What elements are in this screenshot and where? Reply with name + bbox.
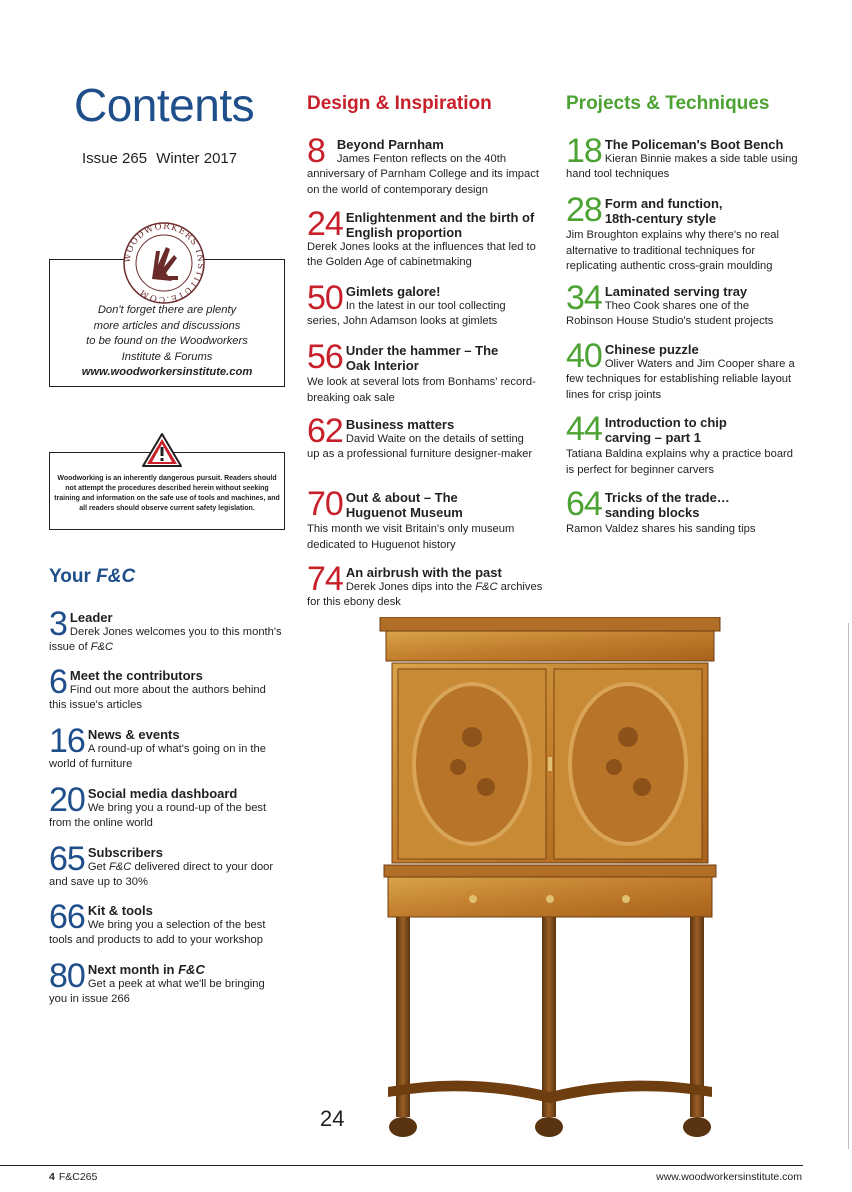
entry-title: Under the hammer – The Oak Interior [345, 343, 499, 373]
entry-desc: This month we visit Britain's only museum dedicated to Huguenot history [307, 523, 515, 551]
page-number: 64 [566, 485, 602, 523]
entry-title: Laminated serving tray [604, 284, 748, 299]
page-number: 66 [49, 898, 85, 936]
page-number: 8 [307, 132, 325, 170]
list-item[interactable] [566, 337, 806, 403]
list-item[interactable] [49, 722, 285, 773]
list-item[interactable] [566, 279, 796, 330]
projects-heading: Projects & Techniques [566, 93, 770, 114]
design-heading: Design & Inspiration [307, 93, 492, 114]
page-number: 16 [49, 722, 85, 760]
entry-title-text: Next month in [87, 962, 179, 977]
page-number: 6 [49, 663, 67, 701]
entry-desc: delivered direct to your door and save up to 30% [49, 861, 274, 889]
entry-title: News & events [87, 727, 180, 742]
entry-desc: Derek Jones welcomes you to this month's issue of [49, 626, 282, 654]
entry-title: Tricks of the trade… sanding blocks [604, 490, 730, 520]
page-number: 3 [49, 605, 67, 643]
your-fc-heading [49, 566, 135, 588]
list-item[interactable] [307, 560, 543, 611]
entry-desc-em: F&C [475, 581, 498, 593]
footer-page-number: 4 [49, 1171, 55, 1183]
entry-title: An airbrush with the past [345, 565, 502, 580]
issue-season: Winter 2017 [156, 150, 238, 167]
page-number: 34 [566, 279, 602, 317]
entry-desc-pre: Get [87, 861, 109, 873]
list-item[interactable] [566, 191, 796, 274]
page-number: 65 [49, 840, 85, 878]
entry-desc: Get a peek at what we'll be bringing you in issue 266 [49, 978, 265, 1006]
entry-desc: James Fenton reflects on the 40th anniversary of Parnham College and its impact on the world of contemporary design [307, 153, 539, 196]
entry-desc: Derek Jones dips into the [345, 581, 476, 593]
page-number: 50 [307, 279, 343, 317]
page-number: 24 [307, 205, 343, 243]
entry-desc: A round-up of what's going on in the world of furniture [49, 743, 266, 771]
entry-desc: In the latest in our tool collecting series, John Adamson looks at gimlets [307, 300, 506, 328]
page-number: 20 [49, 781, 85, 819]
list-item[interactable] [307, 205, 543, 271]
entry-title: Leader [69, 610, 113, 625]
entry-desc: Kieran Binnie makes a side table using hand tool techniques [566, 153, 798, 181]
entry-title: Introduction to chip carving – part 1 [604, 415, 727, 445]
entry-title: Gimlets galore! [345, 284, 441, 299]
entry-desc-post: archives for this ebony desk [307, 581, 543, 609]
cabinet-on-stand-image [378, 617, 722, 1142]
page-title: Contents [74, 79, 255, 131]
warning-text: Woodworking is an inherently dangerous pursuit. Readers should not attempt the procedures described herein without seeking training and information on the safe use of tools and machines, and all readers should observe current safety legislation. [54, 475, 280, 512]
entry-desc: Theo Cook shares one of the Robinson House Studio's student projects [566, 300, 774, 328]
list-item[interactable] [307, 338, 537, 406]
footer-mag: F&C265 [58, 1171, 98, 1183]
list-item[interactable] [566, 485, 796, 538]
your-fc-brand: F&C [96, 566, 136, 587]
list-item[interactable] [566, 410, 796, 478]
entry-title: Social media dashboard [87, 786, 238, 801]
page-number: 70 [307, 485, 343, 523]
entry-title: Kit & tools [87, 903, 153, 918]
footer-url-link[interactable]: www.woodworkersinstitute.com [656, 1171, 802, 1183]
seal-text: WOODWORKERS INSTITUTE.COM [122, 221, 206, 305]
page-number: 44 [566, 410, 602, 448]
entry-title: Enlightenment and the birth of English proportion [345, 210, 535, 240]
entry-title: Beyond Parnham [336, 137, 444, 152]
woodworkers-seal-icon [122, 221, 206, 305]
entry-desc: Derek Jones looks at the influences that led to the Golden Age of cabinetmaking [307, 241, 536, 269]
page-number: 74 [307, 560, 343, 598]
list-item[interactable] [307, 279, 537, 330]
info-line-1: Don't forget there are plenty [97, 304, 237, 316]
your-fc-prefix: Your [49, 566, 97, 587]
entry-title: The Policeman's Boot Bench [604, 137, 784, 152]
list-item[interactable] [49, 781, 285, 832]
page-edge-divider [848, 623, 849, 1149]
entry-desc: Oliver Waters and Jim Cooper share a few techniques for establishing reliable layout lines for crisp joints [566, 358, 795, 401]
entry-desc: Find out more about the authors behind this issue's articles [49, 684, 266, 712]
entry-desc: David Waite on the details of setting up as a professional furniture designer-maker [307, 433, 533, 461]
entry-desc-em: F&C [108, 861, 132, 873]
figure-page-ref: 24 [320, 1106, 345, 1131]
page-number: 18 [566, 132, 602, 170]
issue-info [82, 150, 237, 167]
list-item[interactable] [49, 605, 285, 656]
info-line-4: Institute & Forums [121, 350, 213, 363]
entry-title: Business matters [345, 417, 455, 432]
list-item[interactable] [307, 412, 537, 463]
entry-desc: Jim Broughton explains why there's no real alternative to traditional techniques for replicating authentic cross-grain moulding [566, 229, 779, 272]
list-item[interactable] [49, 663, 285, 714]
info-url-link[interactable]: www.woodworkersinstitute.com [81, 366, 253, 378]
warning-triangle-icon [141, 432, 183, 468]
page-number: 62 [307, 412, 343, 450]
list-item[interactable] [307, 132, 543, 198]
list-item[interactable] [49, 957, 285, 1008]
entry-title: Chinese puzzle [604, 342, 699, 357]
entry-title: Meet the contributors [69, 668, 203, 683]
entry-desc-em: F&C [90, 641, 114, 654]
page-number: 80 [49, 957, 85, 995]
entry-desc: We bring you a selection of the best tools and products to add to your workshop [49, 919, 266, 947]
list-item[interactable] [49, 898, 285, 949]
entry-desc: We look at several lots from Bonhams' record-breaking oak sale [307, 376, 536, 404]
footer-left [49, 1171, 97, 1183]
entry-title: Subscribers [87, 845, 163, 860]
entry-desc: Tatiana Baldina explains why a practice board is perfect for beginner carvers [566, 448, 793, 476]
info-line-2: more articles and discussions [93, 319, 241, 332]
entry-title-em: F&C [178, 962, 205, 977]
footer-rule [0, 1165, 803, 1166]
issue-number: Issue 265 [82, 150, 148, 167]
page-number: 40 [566, 337, 602, 375]
info-line-3: to be found on the Woodworkers [86, 335, 248, 347]
entry-desc: Ramon Valdez shares his sanding tips [566, 523, 756, 536]
page-number: 56 [307, 338, 343, 376]
info-box-text [60, 303, 274, 381]
list-item[interactable] [49, 840, 285, 891]
page-number: 28 [566, 191, 602, 229]
entry-desc: We bring you a round-up of the best from the online world [49, 802, 267, 830]
entry-title: Form and function, 18th-century style [604, 196, 723, 226]
entry-title: Out & about – The Huguenot Museum [345, 490, 463, 520]
list-item[interactable] [566, 132, 806, 183]
list-item[interactable] [307, 485, 537, 553]
